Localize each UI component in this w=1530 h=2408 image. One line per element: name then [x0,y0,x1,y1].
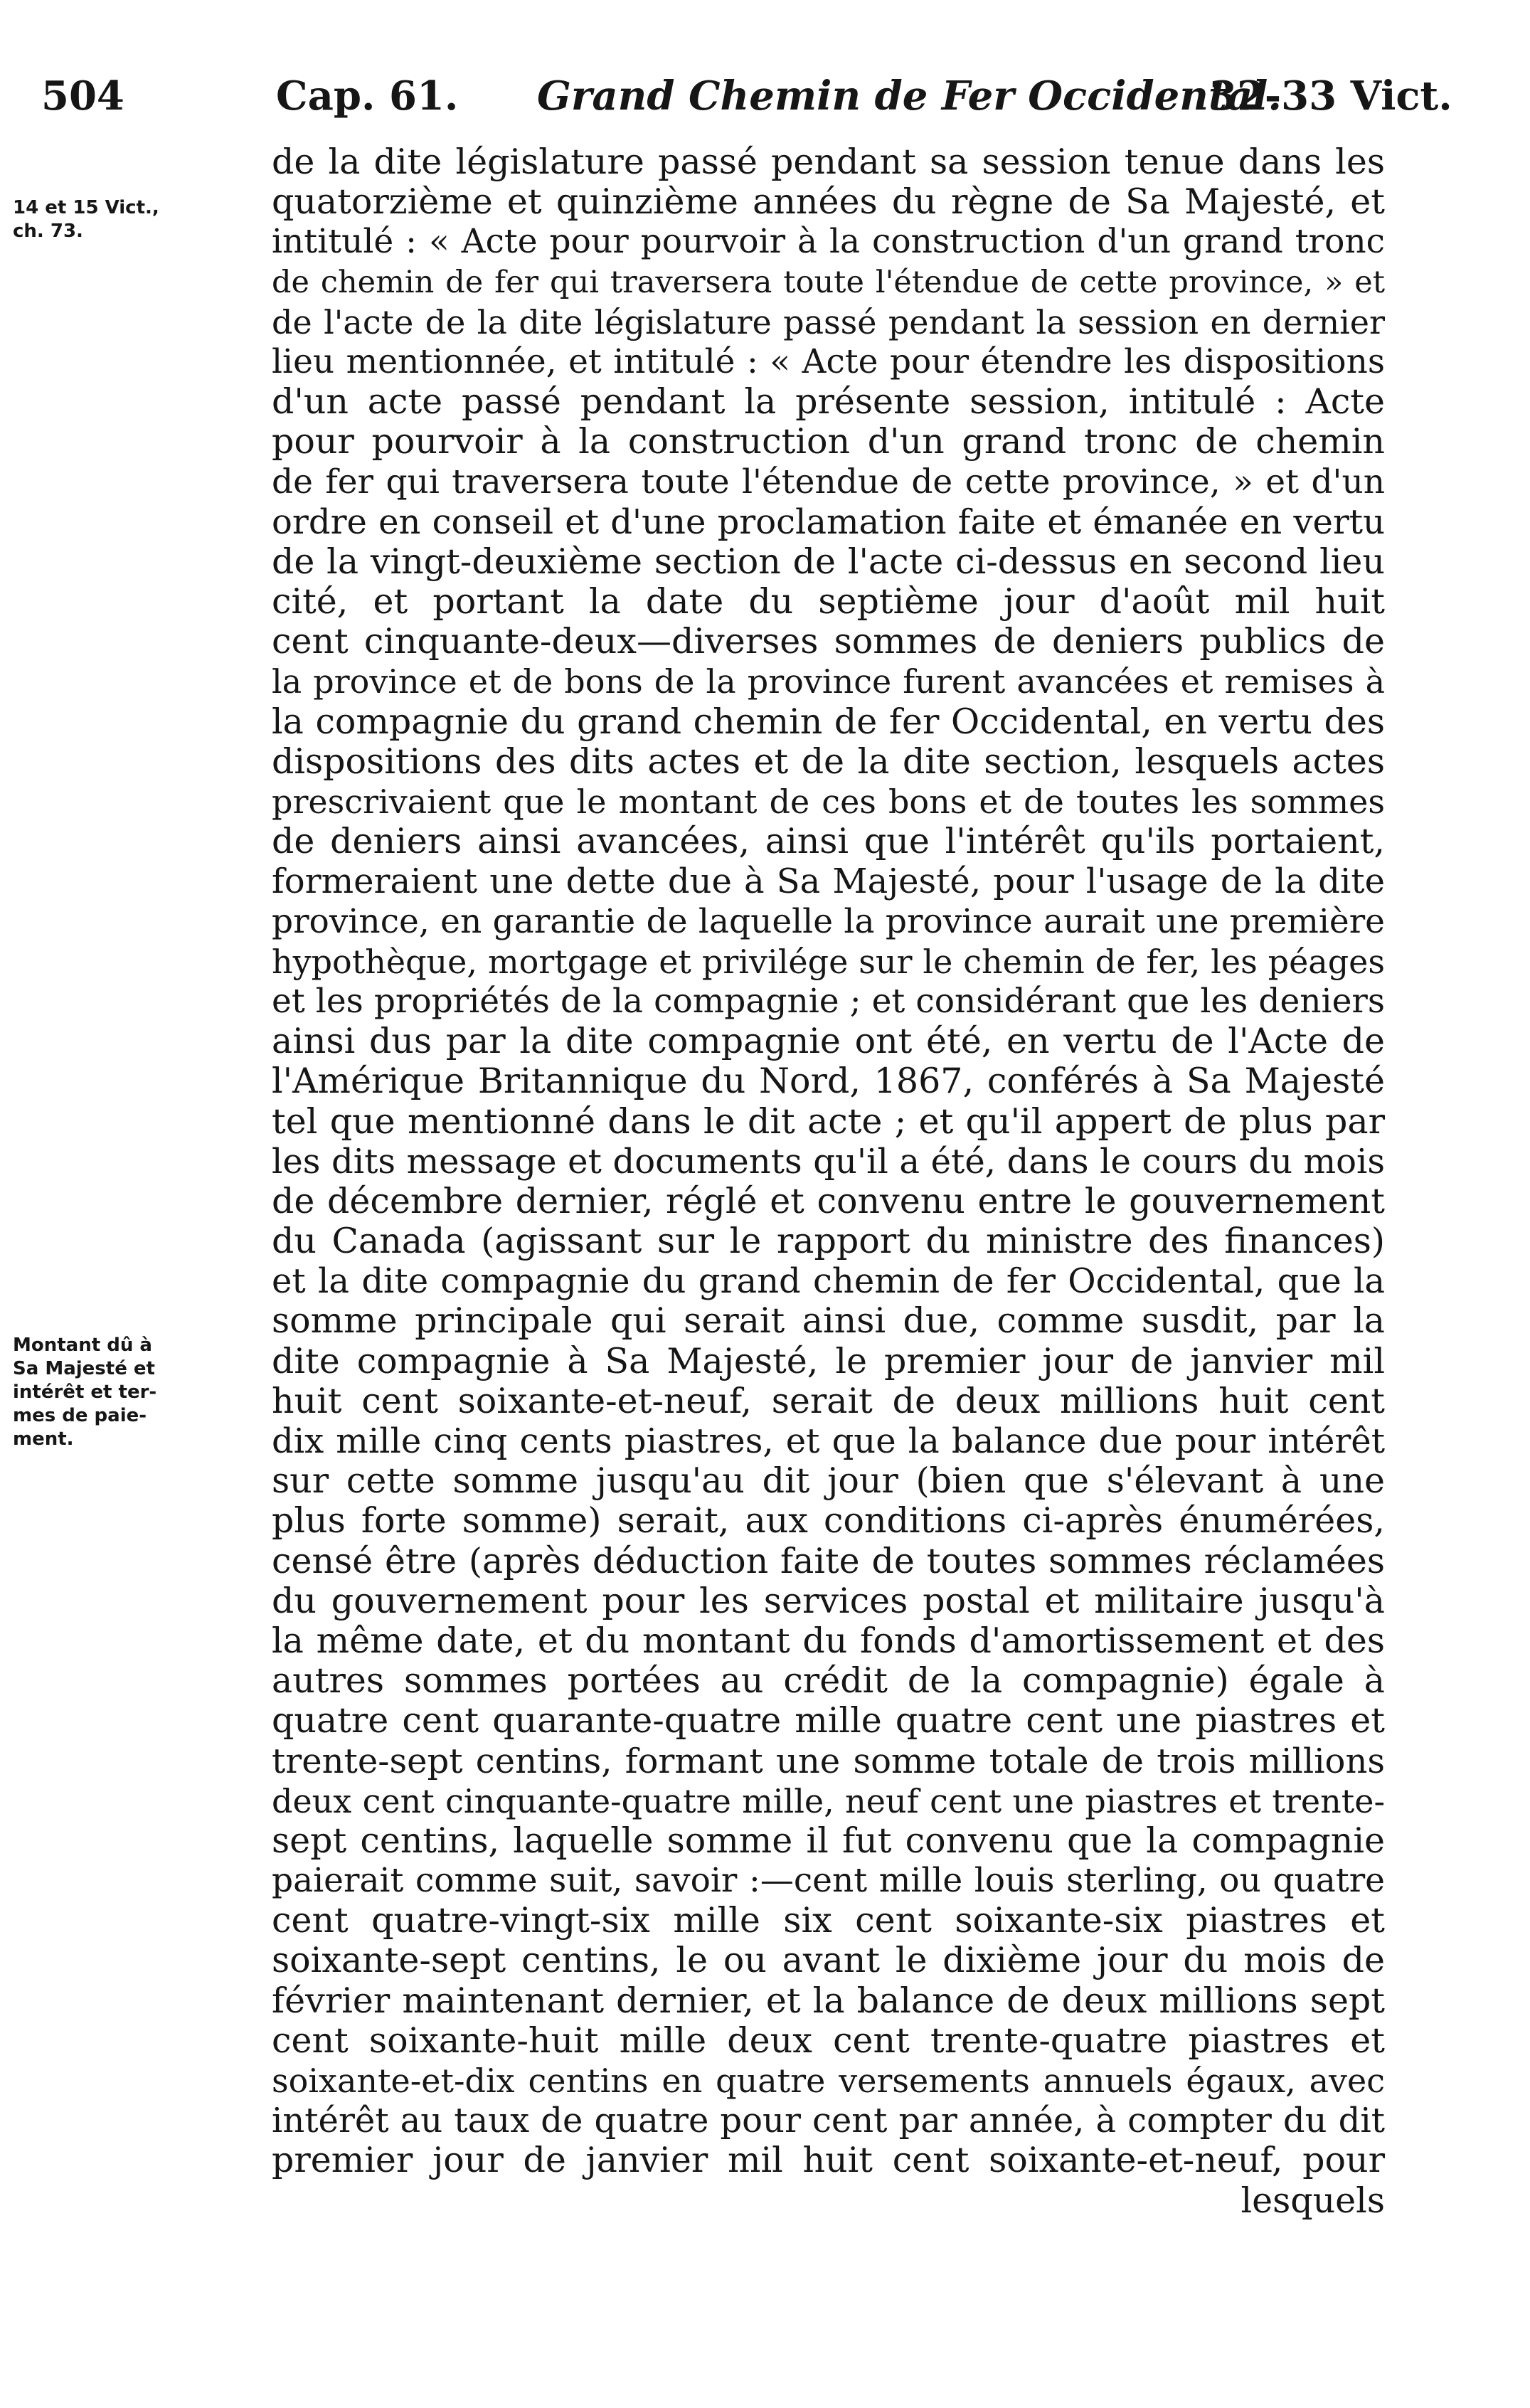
margin-note-line: Sa Majesté et [13,1358,155,1379]
text-line: cent soixante-huit mille deux cent trente-quatre piastres et [272,2020,1385,2061]
text-line: d'un acte passé pendant la présente session, intitulé : Acte [272,382,1385,423]
text-line: quatorzième et quinzième années du règne de Sa Majesté, et [272,182,1385,223]
text-line: hypothèque, mortgage et privilége sur le chemin de fer, les péages [272,942,1385,981]
text-line: tel que mentionné dans le dit acte ; et qu'il appert de plus par [272,1101,1385,1142]
margin-note-line: 14 et 15 Vict., [13,197,159,218]
text-line: sur cette somme jusqu'au dit jour (bien que s'élevant à une [272,1461,1385,1502]
text-line: intitulé : « Acte pour pourvoir à la construction d'un grand tronc [272,222,1385,262]
text-line: de chemin de fer qui traversera toute l'étendue de cette province, » et [272,264,1385,300]
margin-note-line: mes de paie- [13,1405,147,1426]
running-title: Grand Chemin de Fer Occidental. [537,73,1282,120]
text-line: premier jour de janvier mil huit cent soixante-et-neuf, pour [272,2141,1385,2181]
body-text [272,142,1385,2221]
text-line: et la dite compagnie du grand chemin de fer Occidental, que la [272,1261,1385,1302]
margin-note-line: ch. 73. [13,221,83,242]
text-line: censé être (après déduction faite de toutes sommes réclamées [272,1541,1385,1581]
text-line: de fer qui traversera toute l'étendue de cette province, » et d'un [272,462,1385,502]
text-line: cité, et portant la date du septième jour d'août mil huit [272,582,1385,622]
text-line: de la dite législature passé pendant sa session tenue dans les [272,142,1385,182]
text-line: de deniers ainsi avancées, ainsi que l'intérêt qu'ils portaient, [272,822,1385,862]
text-line: deux cent cinquante-quatre mille, neuf cent une piastres et trente- [272,1781,1385,1820]
text-line: ordre en conseil et d'une proclamation faite et émanée en vertu [272,502,1385,542]
margin-note-amount-due [13,1334,156,1451]
text-line: la même date, et du montant du fonds d'amortissement et des [272,1621,1385,1661]
margin-note-line: intérêt et ter- [13,1381,157,1403]
text-line: soixante-et-dix centins en quatre versements annuels égaux, avec [272,2062,1385,2100]
text-line: ainsi dus par la dite compagnie ont été, en vertu de l'Acte de [272,1022,1385,1062]
chapter-label: Cap. 61. [276,73,459,120]
text-line: lieu mentionnée, et intitulé : « Acte pour étendre les dispositions [272,341,1385,381]
text-line: pour pourvoir à la construction d'un grand tronc de chemin [272,422,1385,462]
text-line: prescrivaient que le montant de ces bons et de toutes les sommes [272,783,1385,821]
text-line: de l'acte de la dite législature passé pendant la session en dernier [272,302,1385,341]
text-line: formeraient une dette due à Sa Majesté, pour l'usage de la dite [272,861,1385,902]
text-line: cent quatre-vingt-six mille six cent soixante-six piastres et [272,1901,1385,1941]
text-line: cent cinquante-deux—diverses sommes de deniers publics de [272,622,1385,662]
text-line: février maintenant dernier, et la balance de deux millions sept [272,1980,1385,2021]
text-line: de la vingt-deuxième section de l'acte ci-dessus en second lieu [272,541,1385,582]
regnal-year: 32-33 Vict. [1209,73,1452,120]
text-line: huit cent soixante-et-neuf, serait de deux millions huit cent [272,1381,1385,1421]
text-line: dispositions des dits actes et de la dite section, lesquels actes [272,741,1385,782]
text-line: du Canada (agissant sur le rapport du ministre des finances) [272,1221,1385,1262]
text-line: plus forte somme) serait, aux conditions ci-après énumérées, [272,1501,1385,1542]
text-line: intérêt au taux de quatre pour cent par année, à compter du dit [272,2101,1385,2141]
text-line: sept centins, laquelle somme il fut convenu que la compagnie [272,1820,1385,1861]
text-line: somme principale qui serait ainsi due, comme susdit, par la [272,1301,1385,1342]
text-line: de décembre dernier, réglé et convenu entre le gouvernement [272,1181,1385,1221]
text-line: la province et de bons de la province furent avancées et remises à [272,662,1385,701]
text-line: paierait comme suit, savoir :—cent mille louis sterling, ou quatre [272,1861,1385,1901]
text-line: l'Amérique Britannique du Nord, 1867, conférés à Sa Majesté [272,1061,1385,1102]
text-line: soixante-sept centins, le ou avant le dixième jour du mois de [272,1941,1385,1981]
running-header [0,0,1530,142]
text-line: province, en garantie de laquelle la province aurait une première [272,901,1385,941]
text-line: trente-sept centins, formant une somme totale de trois millions [272,1741,1385,1781]
text-line: lesquels [1241,2180,1385,2221]
text-line: et les propriétés de la compagnie ; et considérant que les deniers [272,981,1385,1021]
text-line: autres sommes portées au crédit de la compagnie) égale à [272,1661,1385,1702]
text-line: dix mille cinq cents piastres, et que la balance due pour intérêt [272,1421,1385,1461]
margin-note-citation [13,196,159,243]
text-line: du gouvernement pour les services postal et militaire jusqu'à [272,1581,1385,1621]
text-line: dite compagnie à Sa Majesté, le premier jour de janvier mil [272,1341,1385,1381]
margin-note-line: ment. [13,1428,74,1450]
text-line: la compagnie du grand chemin de fer Occidental, en vertu des [272,701,1385,742]
page-number: 504 [41,73,124,120]
margin-note-line: Montant dû à [13,1335,152,1356]
text-line: quatre cent quarante-quatre mille quatre cent une piastres et [272,1701,1385,1741]
text-line: les dits message et documents qu'il a été, dans le cours du mois [272,1141,1385,1182]
